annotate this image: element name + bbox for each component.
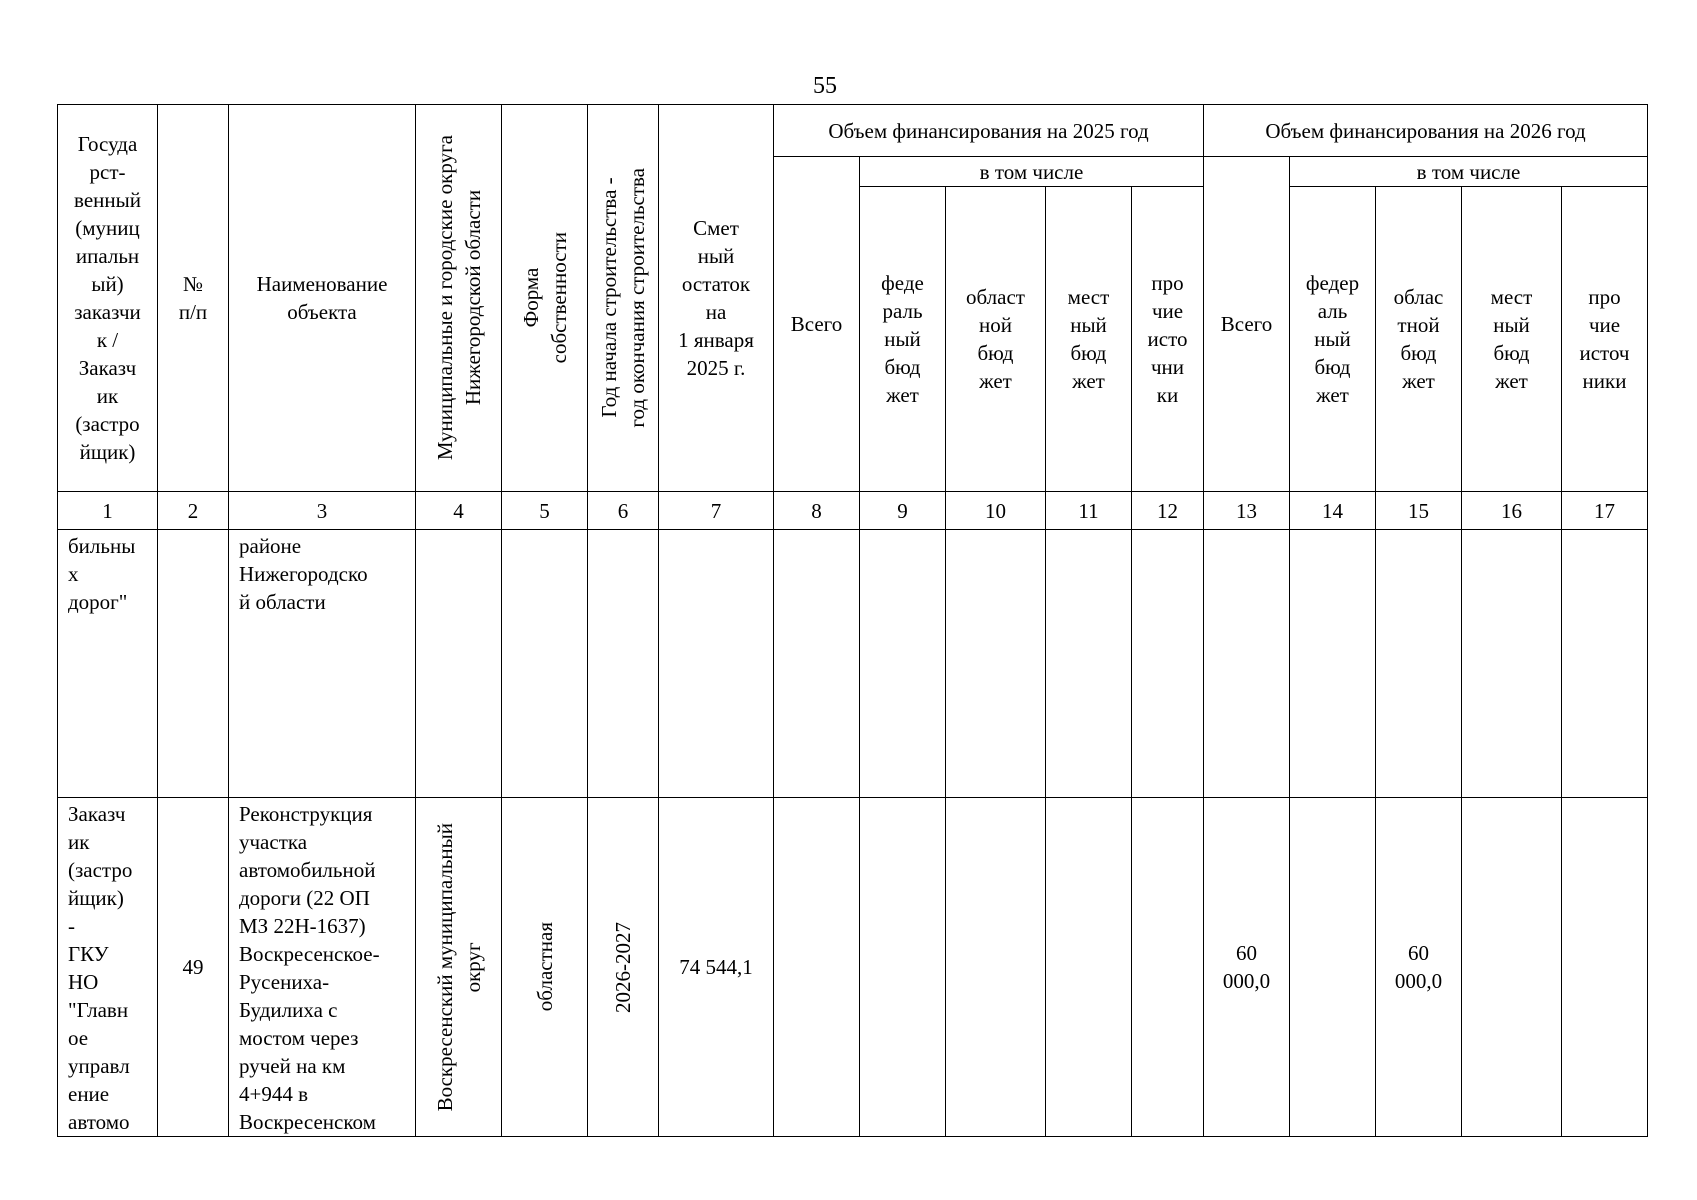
header-including-2025: в том числе bbox=[860, 157, 1204, 187]
row-federal-2026 bbox=[1290, 798, 1376, 1137]
row-federal-2025 bbox=[860, 798, 946, 1137]
column-number: 17 bbox=[1562, 492, 1648, 530]
row-regional-2026: 60 000,0 bbox=[1376, 798, 1462, 1137]
column-number: 2 bbox=[158, 492, 229, 530]
column-number: 1 bbox=[58, 492, 158, 530]
column-number: 11 bbox=[1046, 492, 1132, 530]
row-customer: Заказч ик (застро йщик) - ГКУ НО "Главн ое управл ение автомо bbox=[58, 798, 158, 1137]
row-district bbox=[416, 530, 502, 798]
row-num: 49 bbox=[158, 798, 229, 1137]
header-row-1 bbox=[58, 105, 1648, 157]
column-number: 15 bbox=[1376, 492, 1462, 530]
row-other-2026 bbox=[1562, 798, 1648, 1137]
header-municipal-districts: Муниципальные и городские округа Нижегородской области bbox=[416, 105, 502, 492]
column-number: 4 bbox=[416, 492, 502, 530]
row-ownership bbox=[502, 530, 588, 798]
table-row bbox=[58, 798, 1648, 1137]
header-local-2026: мест ный бюд жет bbox=[1462, 187, 1562, 492]
row-object-name: районе Нижегородско й области bbox=[229, 530, 416, 798]
header-local-2025: мест ный бюд жет bbox=[1046, 187, 1132, 492]
row-total-2026: 60 000,0 bbox=[1204, 798, 1290, 1137]
column-number: 5 bbox=[502, 492, 588, 530]
row-other-2025 bbox=[1132, 798, 1204, 1137]
row-local-2025 bbox=[1046, 798, 1132, 1137]
row-regional-2025 bbox=[946, 798, 1046, 1137]
column-number: 13 bbox=[1204, 492, 1290, 530]
investment-table bbox=[57, 104, 1648, 1137]
row-regional-2025 bbox=[946, 530, 1046, 798]
column-number: 7 bbox=[659, 492, 774, 530]
row-ownership: областная bbox=[502, 798, 588, 1137]
column-number: 9 bbox=[860, 492, 946, 530]
row-years bbox=[588, 530, 659, 798]
header-other-2025: про чие исто чни ки bbox=[1132, 187, 1204, 492]
column-number: 16 bbox=[1462, 492, 1562, 530]
header-estimated-balance: Смет ный остаток на 1 января 2025 г. bbox=[659, 105, 774, 492]
header-federal-2026: федер аль ный бюд жет bbox=[1290, 187, 1376, 492]
row-total-2026 bbox=[1204, 530, 1290, 798]
row-local-2025 bbox=[1046, 530, 1132, 798]
header-regional-2025: област ной бюд жет bbox=[946, 187, 1046, 492]
row-estimated-balance bbox=[659, 530, 774, 798]
row-district: Воскресенский муниципальный округ bbox=[416, 798, 502, 1137]
column-number: 8 bbox=[774, 492, 860, 530]
row-local-2026 bbox=[1462, 530, 1562, 798]
row-federal-2025 bbox=[860, 530, 946, 798]
header-funding-2026: Объем финансирования на 2026 год bbox=[1204, 105, 1648, 157]
header-funding-2025: Объем финансирования на 2025 год bbox=[774, 105, 1204, 157]
column-number: 3 bbox=[229, 492, 416, 530]
column-number: 10 bbox=[946, 492, 1046, 530]
row-other-2026 bbox=[1562, 530, 1648, 798]
page-number: 55 bbox=[813, 73, 837, 99]
row-federal-2026 bbox=[1290, 530, 1376, 798]
row-total-2025 bbox=[774, 530, 860, 798]
header-regional-2026: облас тной бюд жет bbox=[1376, 187, 1462, 492]
row-years: 2026-2027 bbox=[588, 798, 659, 1137]
header-ownership: Форма собственности bbox=[502, 105, 588, 492]
header-construction-years: Год начала строительства - год окончания строительства bbox=[588, 105, 659, 492]
header-federal-2025: феде раль ный бюд жет bbox=[860, 187, 946, 492]
row-regional-2026 bbox=[1376, 530, 1462, 798]
header-object-name: Наименование объекта bbox=[229, 105, 416, 492]
header-including-2026: в том числе bbox=[1290, 157, 1648, 187]
row-object-name: Реконструкция участка автомобильной дороги (22 ОП МЗ 22Н-1637) Воскресенское- Русениха- Будилиха с мостом через ручей на км 4+944 в Воскресенском bbox=[229, 798, 416, 1137]
row-estimated-balance: 74 544,1 bbox=[659, 798, 774, 1137]
header-total-2025: Всего bbox=[774, 157, 860, 492]
row-customer: бильны х дорог" bbox=[58, 530, 158, 798]
row-local-2026 bbox=[1462, 798, 1562, 1137]
column-number-row bbox=[58, 492, 1648, 530]
table-row bbox=[58, 530, 1648, 798]
header-customer: Госуда рст- венный (муниц ипальн ый) заказчи к / Заказч ик (застро йщик) bbox=[58, 105, 158, 492]
header-other-2026: про чие источ ники bbox=[1562, 187, 1648, 492]
header-num: № п/п bbox=[158, 105, 229, 492]
column-number: 14 bbox=[1290, 492, 1376, 530]
row-total-2025 bbox=[774, 798, 860, 1137]
column-number: 6 bbox=[588, 492, 659, 530]
row-other-2025 bbox=[1132, 530, 1204, 798]
column-number: 12 bbox=[1132, 492, 1204, 530]
row-num bbox=[158, 530, 229, 798]
header-total-2026: Всего bbox=[1204, 157, 1290, 492]
